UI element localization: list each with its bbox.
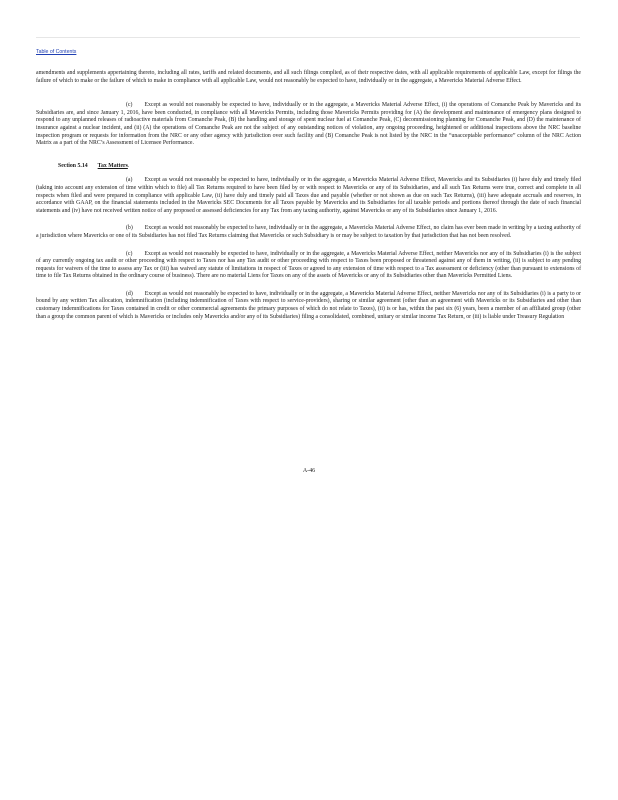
paragraph-c-tax [36,251,581,281]
paragraph-label: (b) [126,225,133,232]
continuation-paragraph: amendments and supplements appertaining thereto, including all rates, tariffs and related documents, and all such filings complied, as of their respective dates, with all applicable requirements of applicable Law, except for filings the failure of which to make or the failure of which to make in compliance with all applicable Law, would not reasonably be expected to have, individually or in the aggregate, a Mavericks Material Adverse Effect. [36,70,581,84]
section-number: Section 5.14 [58,162,88,169]
paragraph-b-tax [36,225,581,240]
paragraph-text: Except as would not reasonably be expected to have, individually or in the aggregate, a Mavericks Material Adverse Effect, neither Mavericks nor any of its Subsidiaries (i) is a party to or bound by any written Tax allocation, indemnification (including indemnification of Taxes with respect to service-providers), sharing or similar agreement (other than an agreement with Mavericks or its Subsidiaries and other than customary indemnifications for Taxes contained in credit or other commercial agreements the primary purposes of which do not relate to Taxes), (ii) is or has, within the past six (6) years, been a member of an affiliated group (other than a group the common parent of which is Mavericks or includes only Mavericks and/or any of its Subsidiaries) filing a consolidated, combined, unitary or similar income Tax Return, or (iii) is liable under Treasury Regulation [36,290,581,320]
paragraph-a-tax [36,177,581,215]
paragraph-label: (a) [126,177,133,184]
paragraph-label: (c) [126,102,133,109]
table-of-contents-link[interactable]: Table of Contents [36,49,77,55]
page-number: A-46 [302,468,316,474]
paragraph-label: (d) [126,290,133,297]
paragraph-text: Except as would not reasonably be expected to have, individually or in the aggregate, a Mavericks Material Adverse Effect, neither Mavericks nor any of its Subsidiaries (i) is the subject of any currently ongoing tax audit or other proceeding with respect to Taxes nor has any Tax audit or other proceeding with respect to Taxes been proposed or threatened against any of them in writing, (ii) is subject to any pending requests for waivers of the time to assess any Tax or (iii) has waived any statute of limitations in respect of Taxes or agreed to any extension of time with respect to a Tax assessment or deficiency (other than pursuant to extensions of time to file Tax Returns obtained in the ordinary course of business). There are no material Liens for Taxes on any of the assets of Mavericks or any of its Subsidiaries other than Mavericks Permitted Liens. [36,250,581,280]
section-heading [36,163,581,171]
document-body [36,70,581,321]
paragraph-text: Except as would not reasonably be expected to have, individually or in the aggregate, a Mavericks Material Adverse Effect, (i) the operations of Comanche Peak by Mavericks and its Subsidiaries are, and since January 1, 2016, have been conducted, in compliance with all Mavericks Permits, including those Mavericks Permits providing for (A) the development and maintenance of emergency plans designed to respond to any unplanned releases of radioactive materials from Comanche Peak, (B) the handling and storage of spent nuclear fuel at Comanche Peak, (C) decommissioning planning for Comanche Peak, and (D) the maintenance of insurance against a nuclear incident, and (ii) (A) the operations of Comanche Peak are not the subject of any outstanding notices of violation, any ongoing proceeding, heightened or additional inspections above the NRC baseline inspection program or requests for information from the NRC or any other agency with jurisdiction over such facility and (B) Comanche Peak is not listed by the NRC in the “unacceptable performance” column of the NRC Action Matrix as a part of the NRC’s Assessment of Licensee Performance. [36,102,581,147]
header-rule [36,37,580,38]
section-title-suffix: . [127,162,130,169]
paragraph-c-nuclear [36,102,581,148]
section-title: Tax Matters [97,162,128,169]
paragraph-d-tax [36,291,581,321]
paragraph-label: (c) [126,250,133,257]
paragraph-text: Except as would not reasonably be expected to have, individually or in the aggregate, a Mavericks Material Adverse Effect, Mavericks and its Subsidiaries (i) have duly and timely filed (taking into account any extension of time within which to file) all Tax Returns required to have been filed by or with respect to Mavericks or any of its Subsidiaries, and all such Tax Returns were true, correct and complete in all respects when filed and were prepared in compliance with applicable Law, (ii) have duly and timely paid all Taxes due and payable (whether or not shown as due on such Tax Returns), (iii) have adequate accruals and reserves, in accordance with GAAP, on the financial statements included in the Mavericks SEC Documents for all Taxes payable by Mavericks and its Subsidiaries for all taxable periods and portions thereof through the date of such financial statements and (iv) have not received written notice of any proposed or assessed deficiencies for any Tax from any taxing authority, against Mavericks or any of its Subsidiaries since January 1, 2016. [36,177,581,214]
paragraph-text: Except as would not reasonably be expected to have, individually or in the aggregate, a Mavericks Material Adverse Effect, no claim has ever been made in writing by a taxing authority of a jurisdiction where Mavericks or one of its Subsidiaries has not filed Tax Returns claiming that Mavericks or such Subsidiary is or may be subject to taxation by that jurisdiction that has not been resolved. [36,225,581,239]
